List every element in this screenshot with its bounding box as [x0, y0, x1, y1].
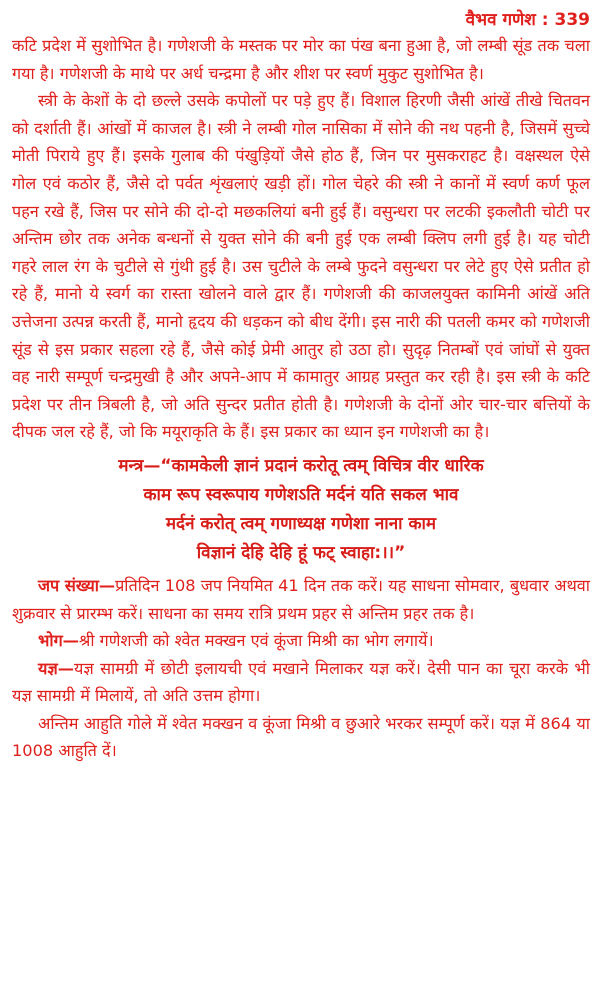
mantra-line: मर्दनं करोत् त्वम् गणाध्यक्ष गणेशा नाना काम — [165, 513, 437, 534]
jap-sankhya-section — [12, 572, 590, 627]
section-text: अन्तिम आहुति गोले में श्वेत मक्खन व कूंजा मिश्री व छुआरे भरकर सम्पूर्ण करें। यज्ञ में 864 या 1008 आहुति दें। — [12, 713, 590, 761]
mantra-line: विज्ञानं देहि देहि हूं फट् स्वाहा:।।” — [196, 542, 406, 563]
yagya-section — [12, 655, 590, 710]
final-ahuti-section — [12, 710, 590, 765]
mantra-block — [12, 452, 590, 568]
page-header: वैभव गणेश : 339 — [465, 10, 590, 30]
mantra-line: मन्त्र—“कामकेली ज्ञानं प्रदानं करोतू त्वम् विचित्र वीर धारिक — [118, 455, 484, 476]
section-label: यज्ञ— — [38, 658, 74, 678]
section-label: भोग— — [38, 631, 79, 651]
section-text: प्रतिदिन 108 जप नियमित 41 दिन तक करें। यह साधना सोमवार, बुधवार अथवा शुक्रवार से प्रारम्भ करें। साधना का समय रात्रि प्रथम प्रहर से अन्तिम प्रहर तक है। — [12, 575, 590, 623]
bhog-section — [12, 627, 590, 655]
section-text: यज्ञ सामग्री में छोटी इलायची एवं मखाने मिलाकर यज्ञ करें। देसी पान का चूरा करके भी यज्ञ सामग्री में मिलायें, तो अति उत्तम होगा। — [12, 658, 590, 706]
mantra-line: काम रूप स्वरूपाय गणेशऽति मर्दनं यति सकल भाव — [143, 484, 459, 505]
paragraph-1: कटि प्रदेश में सुशोभित है। गणेशजी के मस्तक पर मोर का पंख बना हुआ है, जो लम्बी सूंड तक चला गया है। गणेशजी के माथे पर अर्ध चन्द्रमा है और शीश पर स्वर्ण मुकुट सुशोभित है। — [12, 36, 590, 83]
section-text: श्री गणेशजी को श्वेत मक्खन एवं कूंजा मिश्री का भोग लगायें। — [78, 631, 434, 651]
section-label: जप संख्या— — [38, 575, 116, 595]
paragraph-2: स्त्री के केशों के दो छल्ले उसके कपोलों पर पड़े हुए हैं। विशाल हिरणी जैसी आंखें तीखे चितवन को दर्शाती हैं। आंखों में काजल है। स्त्री ने लम्बी गोल नासिका में सोने की नथ पहनी है, जिसमें सुच्चे मोती पिराये हुए हैं। इसके गुलाब की पंखुड़ियों जैसे होठ हैं, जिन पर मुसकराहट है। वक्षस्थल ऐसे गोल एवं कठोर हैं, जैसे दो पर्वत शृंखलाएं खड़ी हों। गोल चेहरे की स्त्री ने कानों में स्वर्ण कर्ण फूल पहन रखे हैं, जिस पर सोने की दो-दो मछकलियां बनी हुई हैं। वसुन्धरा पर लटकी इकलौती चोटी पर अन्तिम छोर तक अनेक बन्धनों से युक्त सोने की बनी हुई एक लम्बी क्लिप लगी हुई है। यह चोटी गहरे लाल रंग के चुटीले से गुंथी हुई है। उस चुटीले के लम्बे फुदने वसुन्धरा पर लेटे हुए ऐसे प्रतीत हो रहे हैं, मानो ये स्वर्ग का रास्ता खोलने वाले द्वार हैं। गणेशजी की काजलयुक्त कामिनी आंखें अति उत्तेजना उत्पन्न करती हैं, मानो हृदय की धड़कन को बीध देंगी। इस नारी की पतली कमर को गणेशजी सूंड से इस प्रकार सहला रहे हैं, जैसे कोई प्रेमी आतुर हो उठा हो। सुदृढ़ नितम्बों एवं जांघों से युक्त वह नारी सम्पूर्ण चन्द्रमुखी है और अपने-आप में कामातुर आग्रह प्रस्तुत कर रही है। इस स्त्री के कटि प्रदेश पर तीन त्रिबली है, जो अति सुन्दर प्रतीत होती है। गणेशजी के दोनों ओर चार-चार बत्तियों के दीपक जल रहे हैं, जो कि मयूराकृति के हैं। इस प्रकार का ध्यान इन गणेशजी का है। — [12, 91, 590, 442]
